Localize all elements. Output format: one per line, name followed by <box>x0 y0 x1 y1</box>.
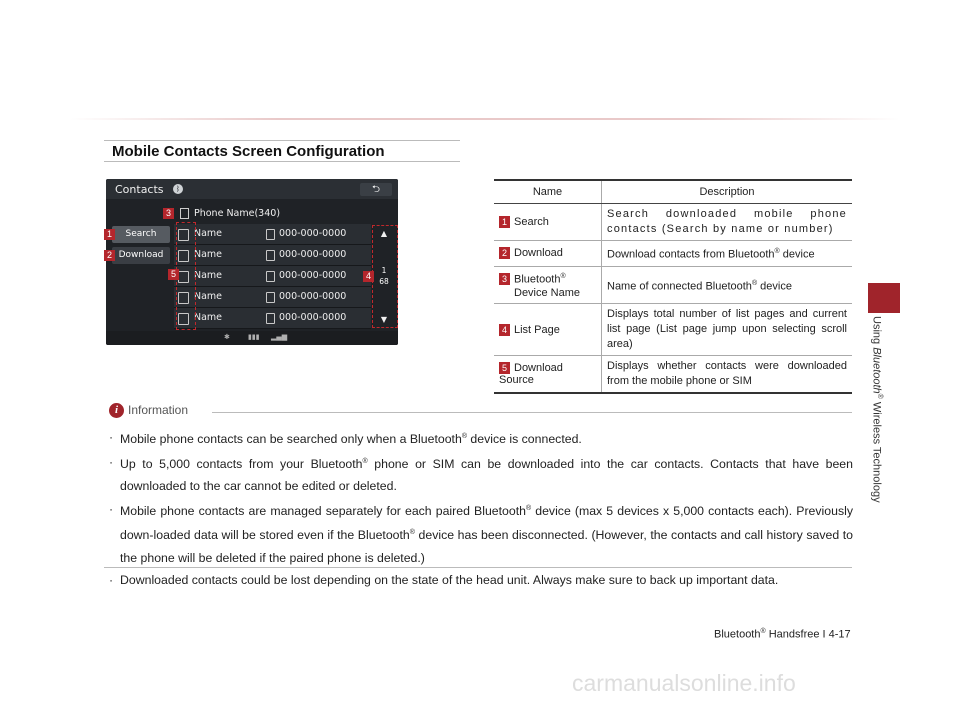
chapter-tab <box>868 283 900 313</box>
status-bar <box>106 331 398 345</box>
column-header-name: Name <box>494 180 602 204</box>
row-description: Download contacts from Bluetooth® device <box>602 241 853 267</box>
table-row <box>494 304 852 356</box>
info-item: · Up to 5,000 contacts from your Bluetooth® phone or SIM can be downloaded into the car contacts. Contacts that have been downloaded to the car cannot be edited or deleted. <box>109 451 853 498</box>
row-name: Download <box>514 247 563 260</box>
phone-icon <box>266 250 275 261</box>
top-rule <box>70 118 900 120</box>
row-description: Displays total number of list pages and current list page (List page jump upon selecting scroll area) <box>602 304 853 356</box>
scroll-up-icon[interactable]: ▲ <box>380 229 388 238</box>
row-number: 5 <box>499 362 510 374</box>
row-description: Displays whether contacts were downloaded from the mobile phone or SIM <box>602 356 853 394</box>
scroll-down-icon[interactable]: ▼ <box>380 315 388 324</box>
contact-number: 000-000-0000 <box>279 228 347 239</box>
row-description: Search downloaded mobile phone contacts (Search by name or number) <box>602 204 853 241</box>
phone-icon <box>180 208 189 219</box>
table-header-row <box>494 180 852 204</box>
description-table <box>494 179 852 394</box>
section-title: Mobile Contacts Screen Configuration <box>104 140 460 162</box>
contact-row[interactable] <box>174 308 371 329</box>
row-name: Search <box>514 215 549 228</box>
info-item: · Mobile phone contacts are managed separately for each paired Bluetooth® device (max 5 devices x 5,000 contacts each). Previously down-loaded data will be stored even if the Bluetooth® device has been disconnected. (However, the contacts and call history saved to the phone will be deleted if the paired phone is deleted.) <box>109 498 853 570</box>
list-page-highlight <box>372 225 398 328</box>
row-description: Name of connected Bluetooth® device <box>602 266 853 304</box>
contact-name: Name <box>194 270 223 281</box>
row-number: 1 <box>499 216 510 228</box>
info-item: · Downloaded contacts could be lost depending on the state of the head unit. Always make sure to back up important data. <box>109 569 853 592</box>
back-button[interactable]: ⮌ <box>360 183 392 196</box>
screen-header <box>106 179 398 199</box>
download-source-highlight <box>176 222 196 330</box>
phone-icon <box>266 229 275 240</box>
search-button[interactable]: Search <box>112 226 170 243</box>
contact-row[interactable] <box>174 266 371 287</box>
bluetooth-icon: ᛒ <box>173 184 183 194</box>
callout-1: 1 <box>104 229 115 240</box>
callout-2: 2 <box>104 250 115 261</box>
contact-name: Name <box>194 312 223 323</box>
table-row <box>494 204 852 241</box>
contact-name: Name <box>194 291 223 302</box>
page-footer: Bluetooth® Handsfree I 4-17 <box>714 628 851 641</box>
chapter-side-text: Using Bluetooth® Wireless Technology <box>870 316 883 503</box>
contacts-screen <box>106 179 398 345</box>
row-name: List Page <box>514 323 560 336</box>
callout-4: 4 <box>363 271 374 282</box>
battery-icon: ▮▮▮ <box>248 333 260 341</box>
table-row <box>494 356 852 394</box>
page-total: 68 <box>379 277 389 286</box>
contact-name: Name <box>194 228 223 239</box>
table-row: 3 Bluetooth® Device Name Name of connected Bluetooth® device <box>494 266 852 304</box>
row-number: 3 <box>499 273 510 285</box>
download-button[interactable]: Download <box>112 247 170 264</box>
screen-title: Contacts <box>115 183 164 196</box>
contact-number: 000-000-0000 <box>279 249 347 260</box>
row-number: 4 <box>499 324 510 336</box>
bottom-rule <box>104 567 852 568</box>
contact-number: 000-000-0000 <box>279 312 347 323</box>
info-icon: i <box>109 403 124 418</box>
phone-icon <box>266 271 275 282</box>
contact-row[interactable] <box>174 245 371 266</box>
row-name: Download Source <box>499 362 563 387</box>
callout-5: 5 <box>168 269 179 280</box>
phone-icon <box>266 292 275 303</box>
row-name-line2: Device Name <box>514 287 581 300</box>
contact-row[interactable] <box>174 287 371 308</box>
bluetooth-status-icon: ✱ <box>224 333 230 341</box>
row-name: Bluetooth <box>514 273 561 286</box>
watermark: carmanualsonline.info <box>572 670 796 696</box>
information-label: Information <box>128 403 189 417</box>
information-rule <box>212 412 852 413</box>
row-number: 2 <box>499 247 510 259</box>
phone-name: Phone Name(340) <box>194 208 281 219</box>
table-row <box>494 241 852 267</box>
phone-icon <box>266 313 275 324</box>
page-current: 1 <box>381 266 387 275</box>
contact-row[interactable] <box>174 224 371 245</box>
contact-number: 000-000-0000 <box>279 270 347 281</box>
callout-3: 3 <box>163 208 174 219</box>
column-header-description: Description <box>602 180 853 204</box>
signal-icon: ▂▄▆ <box>271 333 288 341</box>
contact-number: 000-000-0000 <box>279 291 347 302</box>
contact-name: Name <box>194 249 223 260</box>
info-item: · Mobile phone contacts can be searched only when a Bluetooth® device is connected. <box>109 426 853 451</box>
